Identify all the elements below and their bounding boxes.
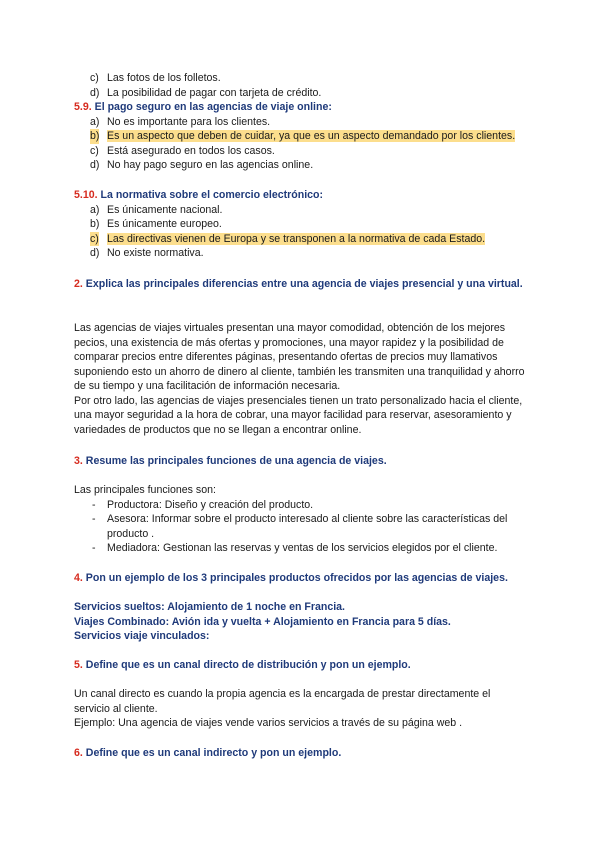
option-c-correct [74, 232, 526, 247]
question-number: 5. [74, 659, 83, 671]
list-item [74, 541, 526, 556]
question-number: 3. [74, 455, 83, 467]
option-marker: b) [90, 130, 100, 142]
question-number: 5.10. [74, 189, 98, 201]
answer-paragraph: Las agencias de viajes virtuales presentan una mayor comodidad, obtención de los mejores pecios, una existencia de más ofertas y promociones, una mayor rapidez y la posibilidad de comparar precios entre diferentes páginas, presentando ofertas de precios muy llamativos suponiendo esto un ahorro de dinero al cliente, también les transmiten una tranquilidad y ahorro de su tiempo y una facilitación de información necesaria. [74, 322, 525, 392]
question-text: El pago seguro en las agencias de viaje online: [94, 101, 332, 113]
option-text: La posibilidad de pagar con tarjeta de crédito. [107, 86, 322, 99]
question-text: Define que es un canal indirecto y pon un ejemplo. [85, 747, 342, 759]
q5-8-options [74, 71, 526, 100]
option-d [74, 158, 526, 173]
option-text: No hay pago seguro en las agencias online. [107, 159, 314, 171]
question-5-10 [74, 188, 526, 261]
option-marker: a) [90, 203, 100, 216]
option-d [74, 86, 526, 101]
question-text: La normativa sobre el comercio electrónico: [100, 189, 324, 201]
answer-line: Viajes Combinado: Avión ida y vuelta + Alojamiento en Francia para 5 días. [74, 615, 451, 628]
list-item [74, 512, 526, 541]
option-c [74, 71, 526, 86]
answer-paragraph: Ejemplo: Una agencia de viajes vende varios servicios a través de su página web . [74, 717, 463, 729]
question-5-heading [74, 658, 526, 673]
option-text-highlighted: Las directivas vienen de Europa y se transponen a la normativa de cada Estado. [107, 232, 486, 245]
option-text: Es únicamente nacional. [107, 203, 223, 216]
list-item-text: Mediadora: Gestionan las reservas y ventas de los servicios elegidos por el cliente. [107, 542, 498, 554]
option-text: Las fotos de los folletos. [107, 72, 221, 84]
question-number: 2. [74, 278, 83, 290]
option-marker: c) [90, 144, 99, 157]
list-marker: - [92, 542, 96, 554]
list-marker: - [92, 513, 96, 525]
question-text: Resume las principales funciones de una agencia de viajes. [85, 455, 387, 467]
question-6-heading [74, 746, 526, 761]
option-text: Es únicamente europeo. [107, 218, 222, 230]
question-text: Define que es un canal directo de distribución y pon un ejemplo. [85, 659, 411, 671]
question-4-heading [74, 571, 526, 586]
option-a [74, 203, 526, 218]
option-b [74, 217, 526, 232]
option-text: Está asegurado en todos los casos. [107, 144, 275, 157]
option-text: No es importante para los clientes. [107, 115, 271, 128]
option-c [74, 144, 526, 159]
question-text: Explica las principales diferencias entre una agencia de viajes presencial y una virtual. [85, 278, 523, 290]
question-5-answer [74, 687, 526, 731]
option-marker: c) [90, 232, 99, 245]
question-title [74, 188, 526, 203]
answer-intro: Las principales funciones son: [74, 484, 216, 496]
question-number: 4. [74, 572, 83, 584]
list-marker: - [92, 498, 96, 511]
question-number: 6. [74, 747, 83, 759]
option-marker: d) [90, 247, 100, 259]
question-4-answer [74, 600, 526, 644]
option-d [74, 246, 526, 261]
option-marker: a) [90, 115, 100, 128]
option-marker: c) [90, 72, 99, 84]
answer-line: Servicios sueltos: Alojamiento de 1 noche en Francia. [74, 601, 346, 613]
option-a [74, 115, 526, 130]
question-5-9 [74, 100, 526, 173]
list-item-text: Asesora: Informar sobre el producto interesado al cliente sobre las características del producto . [107, 513, 508, 540]
question-title [74, 100, 526, 115]
option-marker: d) [90, 159, 100, 171]
question-2-heading [74, 277, 526, 292]
list-item [74, 498, 526, 513]
question-3-heading [74, 454, 526, 469]
list-item-text: Productora: Diseño y creación del producto. [107, 498, 314, 511]
question-2-answer [74, 321, 526, 437]
option-text-highlighted: Es un aspecto que deben de cuidar, ya que es un aspecto demandado por los clientes. [107, 130, 516, 142]
question-text: Pon un ejemplo de los 3 principales productos ofrecidos por las agencias de viajes. [85, 572, 508, 584]
option-marker: d) [90, 86, 100, 99]
option-text: No existe normativa. [107, 247, 204, 259]
answer-line: Servicios viaje vinculados: [74, 630, 210, 642]
question-3-answer [74, 483, 526, 556]
option-b-correct [74, 129, 526, 144]
answer-paragraph: Un canal directo es cuando la propia agencia es la encargada de prestar directamente el servicio al cliente. [74, 688, 491, 715]
option-marker: b) [90, 218, 100, 230]
question-number: 5.9. [74, 101, 92, 113]
answer-paragraph: Por otro lado, las agencias de viajes presenciales tienen un trato personalizado hacia el cliente, una mayor seguridad a la hora de cobrar, una mayor facilidad para reservar, asesoramiento y variedades de productos que no se llegan a encontrar online. [74, 394, 523, 436]
